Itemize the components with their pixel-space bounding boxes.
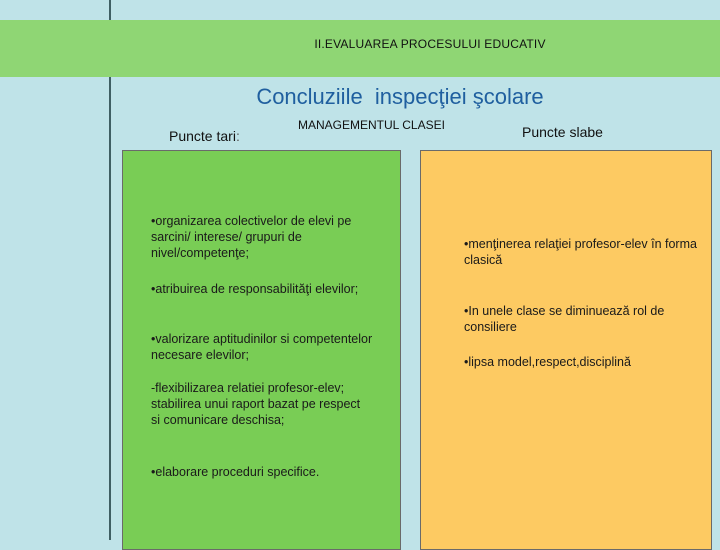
strength-item: •elaborare proceduri specifice.: [151, 465, 320, 479]
puncte-tari-label: [169, 128, 240, 144]
management-label: MANAGEMENTUL CLASEI: [298, 118, 445, 132]
strengths-panel: [122, 150, 401, 550]
puncte-slabe-label: Puncte slabe: [522, 124, 603, 140]
main-title: Concluziile inspecţiei şcolare: [256, 84, 544, 109]
strength-item: -flexibilizarea relatiei profesor-elev; stabilirea unui raport bazat pe respect si comunicare deschisa;: [151, 381, 361, 427]
header-title: II.EVALUAREA PROCESULUI EDUCATIV: [314, 37, 546, 51]
weakness-item: •In unele clase se diminuează rol de consiliere: [464, 304, 665, 334]
strength-item: •organizarea colectivelor de elevi pe sarcini/ interese/ grupuri de nivel/competenţe;: [151, 214, 352, 260]
vertical-divider-line: [109, 0, 111, 540]
strength-item: •valorizare aptitudinilor si competentelor necesare elevilor;: [151, 332, 373, 362]
strength-item: •atribuirea de responsabilităţi elevilor;: [151, 282, 359, 296]
weakness-item: •menţinerea relaţiei profesor-elev în forma clasică: [464, 237, 697, 267]
weaknesses-panel: [420, 150, 712, 550]
puncte-tari-text: Puncte tari: [169, 128, 236, 144]
puncte-tari-colon: :: [235, 128, 240, 144]
weakness-item: •lipsa model,respect,disciplină: [464, 355, 631, 369]
